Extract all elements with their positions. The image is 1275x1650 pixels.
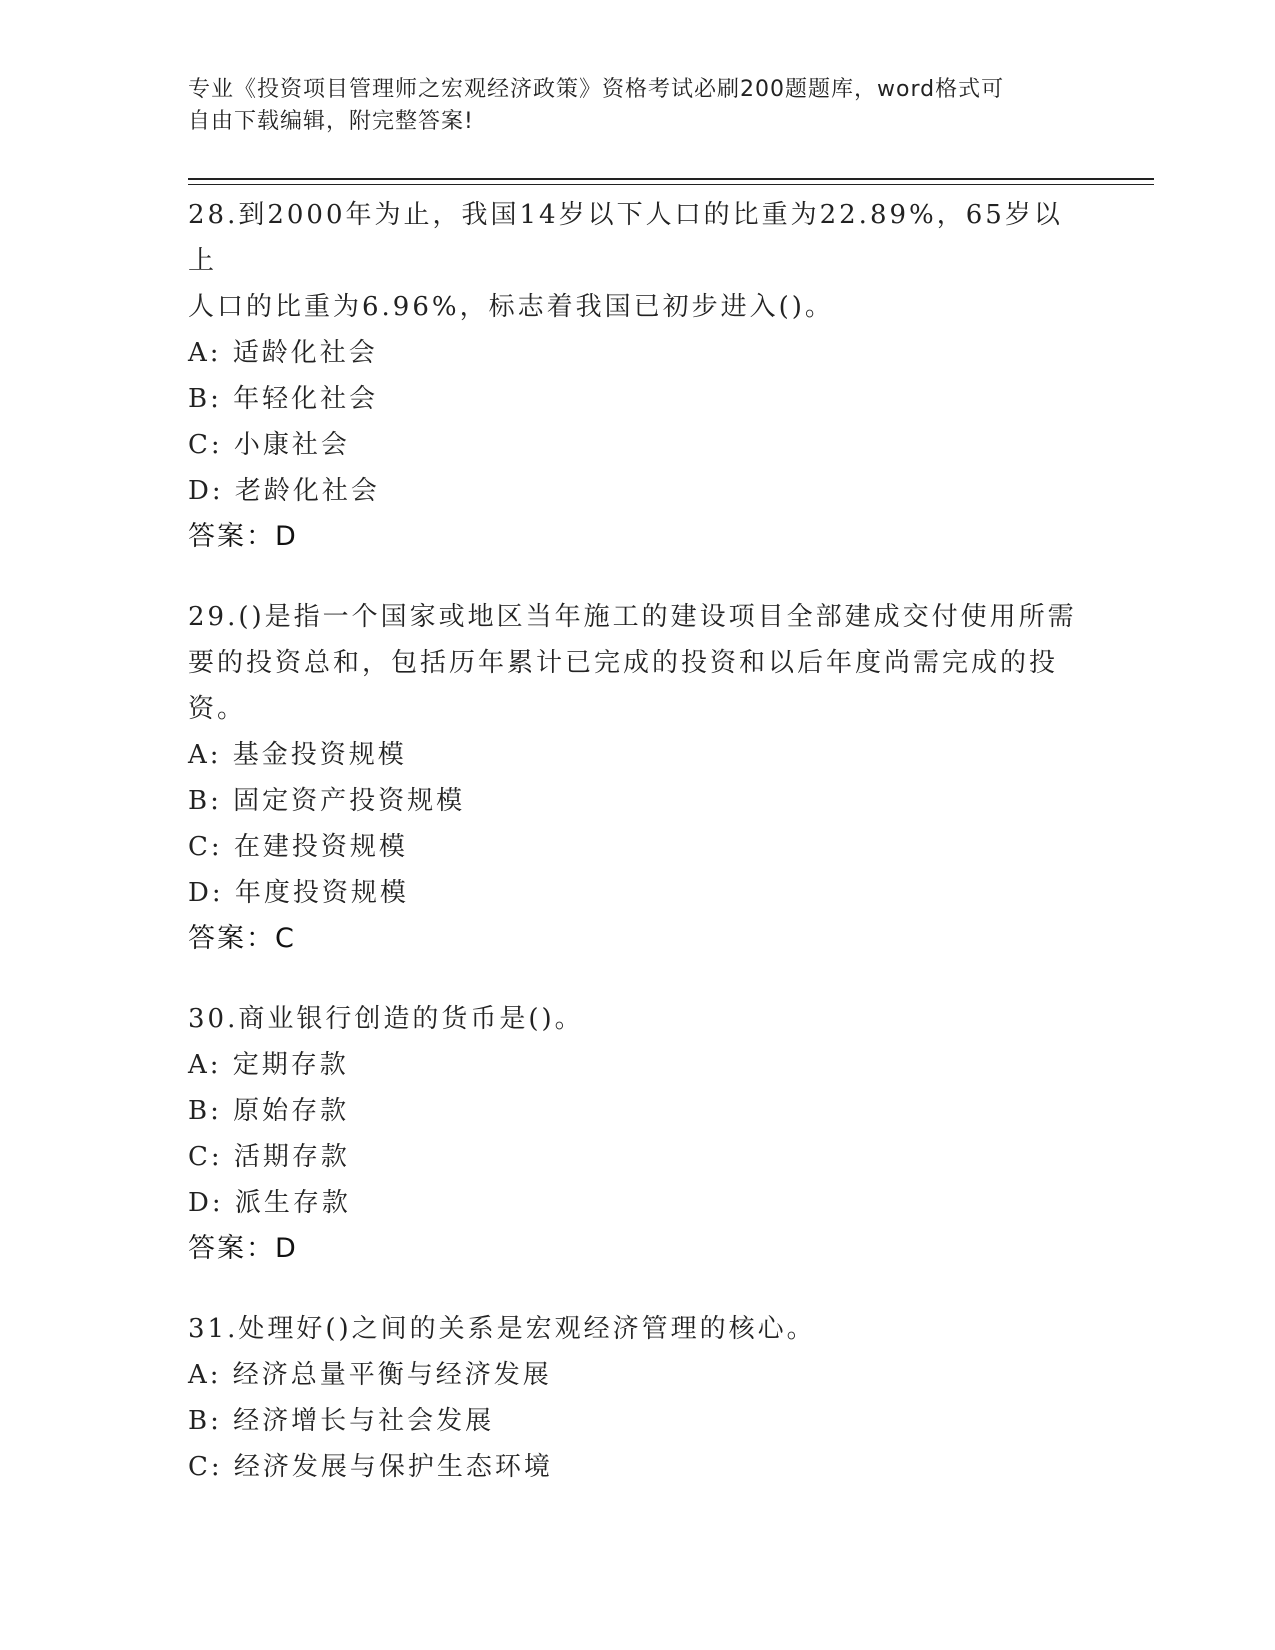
option-a: A: 经济总量平衡与经济发展 bbox=[188, 1360, 552, 1390]
answer: 答案：C bbox=[188, 923, 296, 954]
option-b: B: 原始存款 bbox=[188, 1096, 350, 1126]
header-divider-thick bbox=[188, 178, 1154, 180]
option-b: B: 经济增长与社会发展 bbox=[188, 1406, 495, 1436]
option-d: D: 派生存款 bbox=[188, 1188, 351, 1218]
question-list bbox=[188, 192, 1088, 1524]
question-text: 资。 bbox=[188, 694, 247, 724]
question-31 bbox=[188, 1306, 1088, 1490]
option-b: B: 固定资产投资规模 bbox=[188, 786, 466, 816]
header-divider-thin bbox=[188, 184, 1154, 185]
question-28 bbox=[188, 192, 1088, 560]
option-b: B: 年轻化社会 bbox=[188, 384, 379, 414]
option-a: A: 定期存款 bbox=[188, 1050, 349, 1080]
question-text: 31.处理好()之间的关系是宏观经济管理的核心。 bbox=[188, 1314, 816, 1344]
option-a: A: 适龄化社会 bbox=[188, 338, 378, 368]
document-header bbox=[188, 74, 1088, 138]
question-30 bbox=[188, 996, 1088, 1272]
question-text: 要的投资总和，包括历年累计已完成的投资和以后年度尚需完成的投 bbox=[188, 648, 1059, 678]
answer: 答案：D bbox=[188, 1233, 298, 1264]
answer: 答案：D bbox=[188, 521, 298, 552]
option-d: D: 老龄化社会 bbox=[188, 476, 380, 506]
option-c: C: 在建投资规模 bbox=[188, 832, 408, 862]
header-line-1: 专业《投资项目管理师之宏观经济政策》资格考试必刷200题题库，word格式可 bbox=[188, 77, 1005, 102]
option-d: D: 年度投资规模 bbox=[188, 878, 409, 908]
option-c: C: 活期存款 bbox=[188, 1142, 350, 1172]
header-line-2: 自由下载编辑，附完整答案! bbox=[188, 109, 474, 134]
question-text: 30.商业银行创造的货币是()。 bbox=[188, 1004, 584, 1034]
option-c: C: 经济发展与保护生态环境 bbox=[188, 1452, 553, 1482]
question-text: 人口的比重为6.96%，标志着我国已初步进入()。 bbox=[188, 292, 834, 322]
question-29 bbox=[188, 594, 1088, 962]
option-a: A: 基金投资规模 bbox=[188, 740, 407, 770]
question-text: 28.到2000年为止，我国14岁以下人口的比重为22.89%，65岁以上 bbox=[188, 200, 1063, 276]
option-c: C: 小康社会 bbox=[188, 430, 350, 460]
question-text: 29.()是指一个国家或地区当年施工的建设项目全部建成交付使用所需 bbox=[188, 602, 1077, 632]
